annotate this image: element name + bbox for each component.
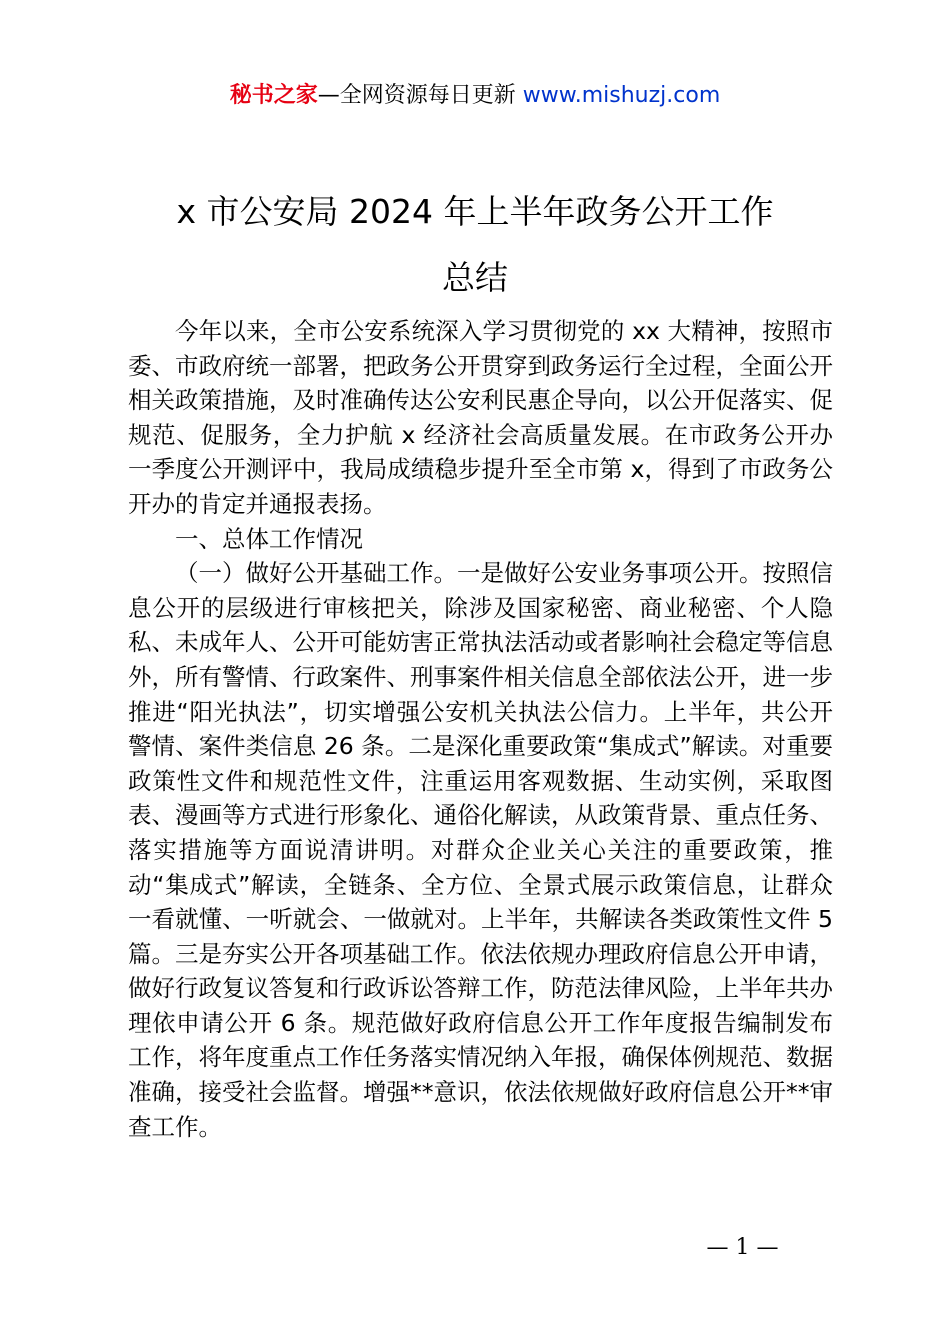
paragraph-intro: 今年以来，全市公安系统深入学习贯彻党的 xx 大精神，按照市委、市政府统一部署，把政务公开贯穿到政务运行全过程，全面公开相关政策措施，及时准确传达公安利民惠企导向，以公开促落实、促规范、促服务，全力护航 x 经济社会高质量发展。在市政务公开办一季度公开测评中，我局成绩稳步提升至全市第 x，得到了市政务公开办的肯定并通报表扬。 <box>128 317 833 518</box>
site-header <box>0 80 950 112</box>
document-title-line-2: 总结 <box>442 258 508 297</box>
document-body <box>128 314 833 1144</box>
paragraph-section-1: （一）做好公开基础工作。一是做好公安业务事项公开。按照信息公开的层级进行审核把关，除涉及国家秘密、商业秘密、个人隐私、未成年人、公开可能妨害正常执法活动或者影响社会稳定等信息外，所有警情、行政案件、刑事案件相关信息全部依法公开，进一步推进“阳光执法”，切实增强公安机关执法公信力。上半年，共公开警情、案件类信息 26 条。二是深化重要政策“集成式”解读。对重要政策性文件和规范性文件，注重运用客观数据、生动实例，采取图表、漫画等方式进行形象化、通俗化解读，从政策背景、重点任务、落实措施等方面说清讲明。对群众企业关心关注的重要政策，推动“集成式”解读，全链条、全方位、全景式展示政策信息，让群众一看就懂、一听就会、一做就对。上半年，共解读各类政策性文件 5 篇。三是夯实公开各项基础工作。依法依规办理政府信息公开申请，做好行政复议答复和行政诉讼答辩工作，防范法律风险，上半年共办理依申请公开 6 条。规范做好政府信息公开工作年度报告编制发布工作，将年度重点工作任务落实情况纳入年报，确保体例规范、数据准确，接受社会监督。增强**意识，依法依规做好政府信息公开**审查工作。 <box>128 559 833 1141</box>
site-brand: 秘书之家 <box>229 83 318 108</box>
site-url-link[interactable]: www.mishuzj.com <box>522 83 721 108</box>
page-number: — 1 — <box>706 1235 779 1260</box>
site-tagline: —全网资源每日更新 <box>317 83 516 108</box>
document-title-line-1: x 市公安局 2024 年上半年政务公开工作 <box>176 192 774 231</box>
section-heading: 一、总体工作情况 <box>175 524 363 553</box>
